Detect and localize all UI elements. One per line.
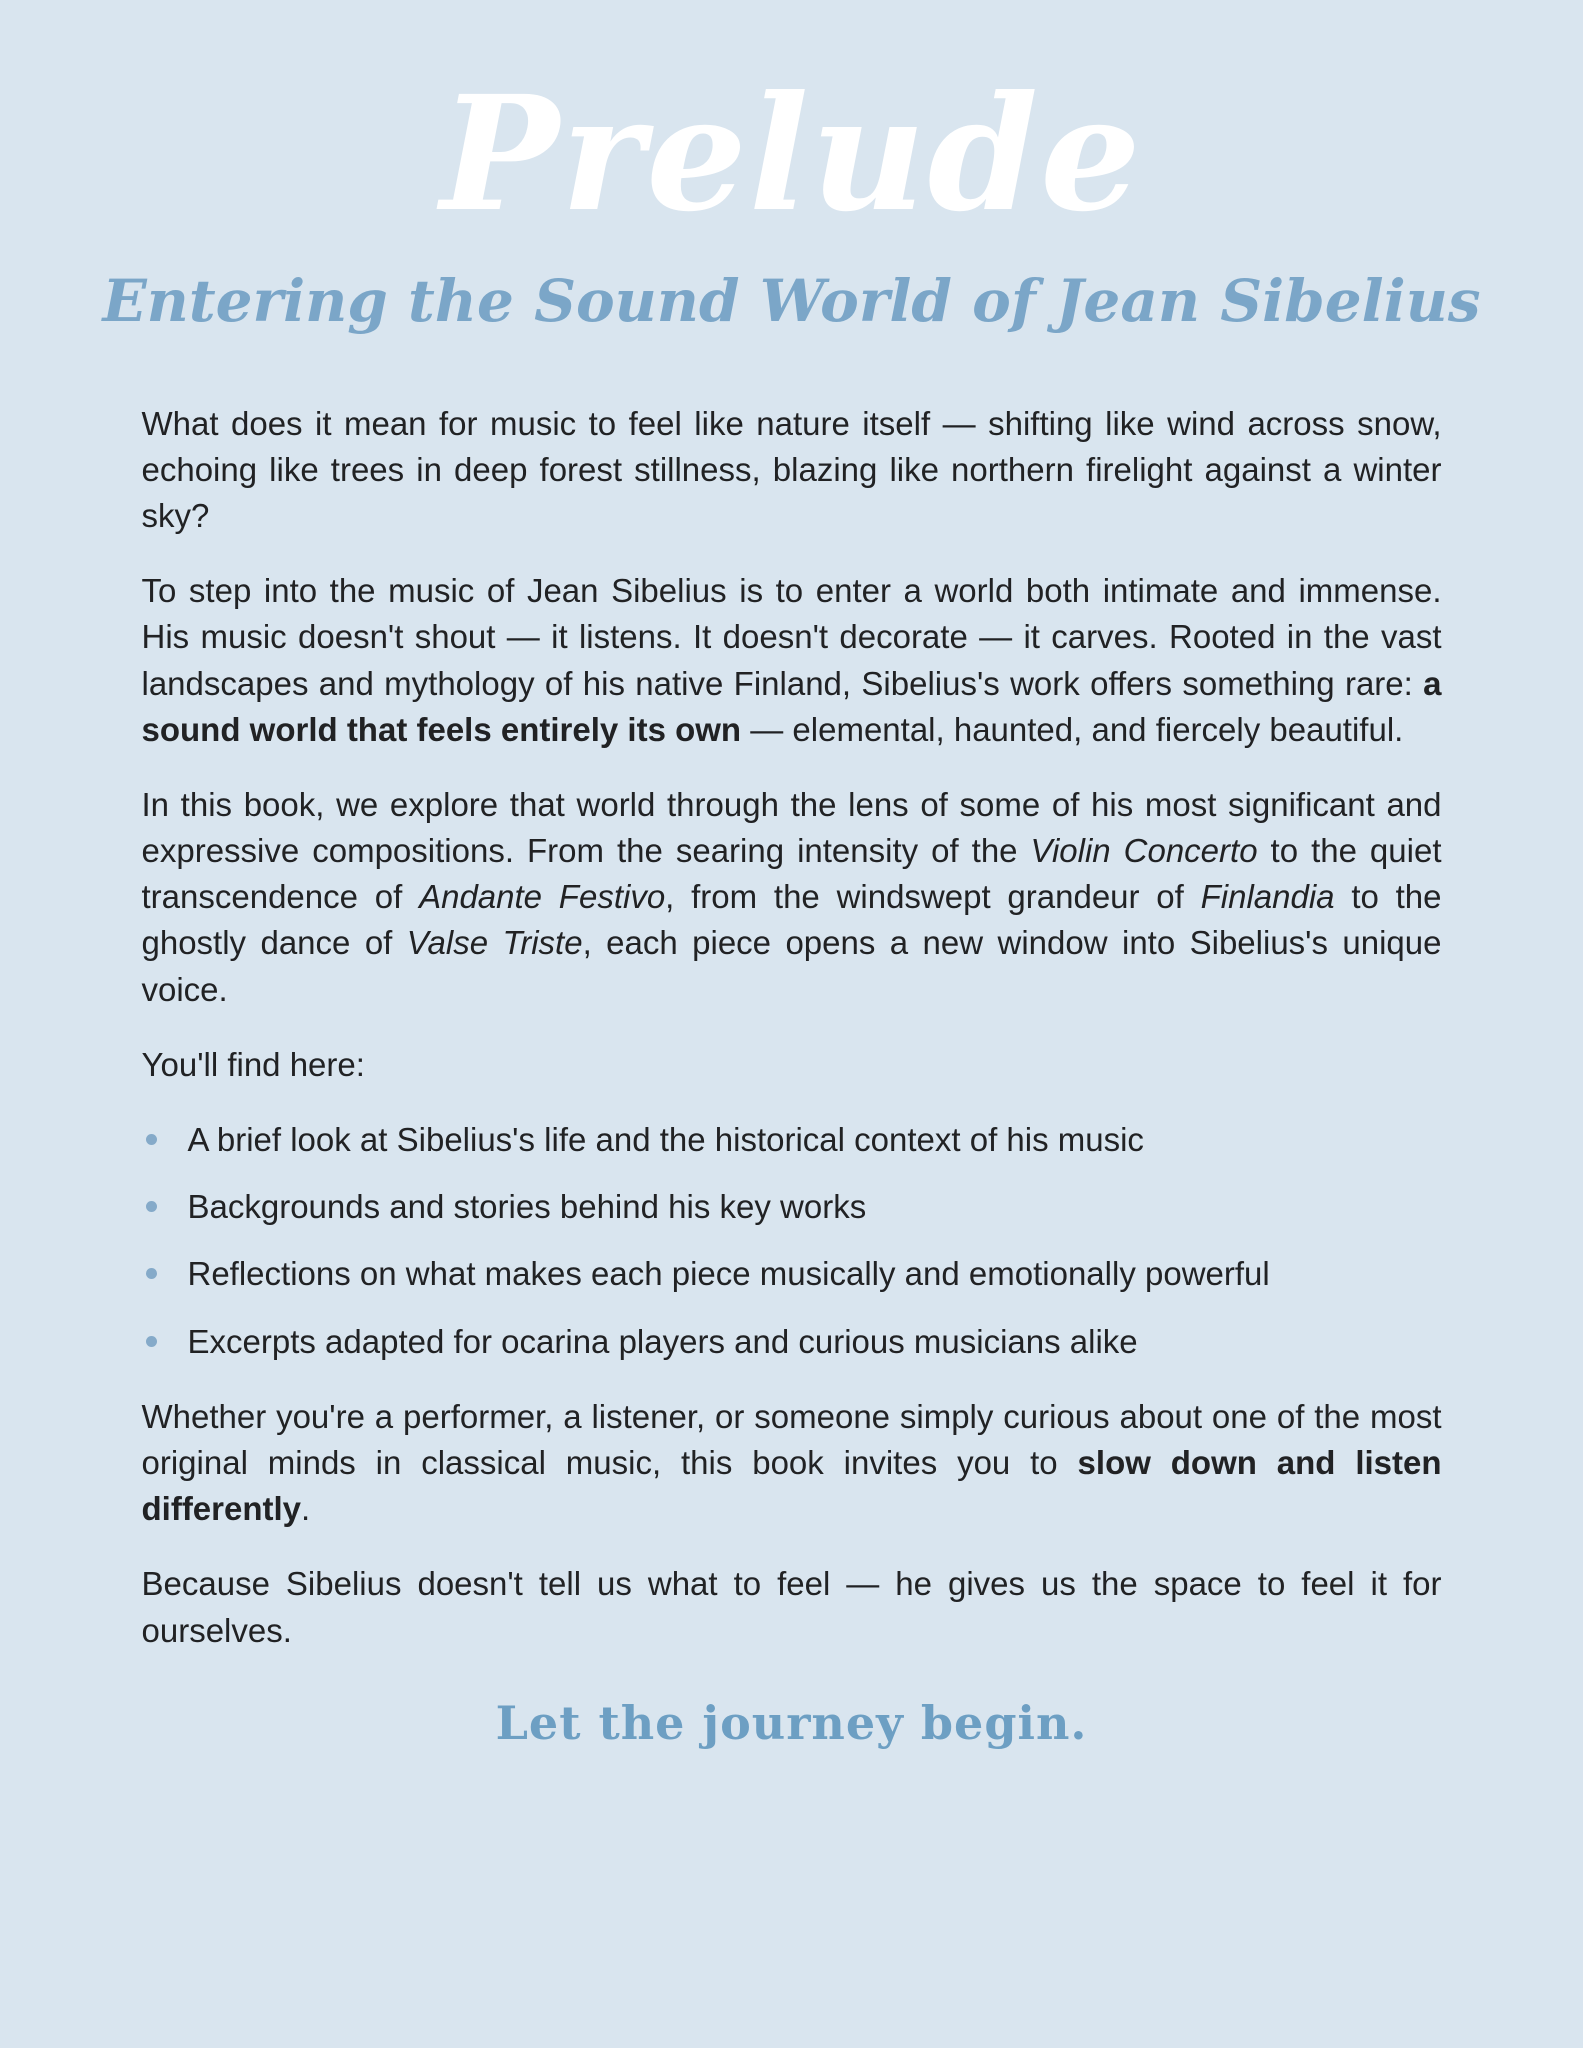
list-item-text: Excerpts adapted for ocarina players and curious musicians alike [187, 1322, 1138, 1360]
bullet-dot-icon [146, 1268, 157, 1279]
list-item [142, 1319, 1442, 1365]
list-item [142, 1251, 1442, 1297]
list-item [142, 1184, 1442, 1230]
paragraph-compositions: In this book, we explore that world through the lens of some of his most significant and expressive compositions. From the searing intensity of the Violin Concerto to the quiet transcendence of Andante Festivo, from the windswept grandeur of Finlandia to the ghostly dance of Valse Triste, each piece opens a new window into Sibelius's unique voice. [141, 785, 1442, 1008]
paragraph-invitation: Whether you're a performer, a listener, or someone simply curious about one of the most original minds in classical music, this book invites you to slow down and listen differently. [141, 1397, 1442, 1528]
list-intro: You'll find here: [141, 1045, 365, 1083]
page-title: Prelude [440, 62, 1143, 247]
list-item-text: A brief look at Sibelius's life and the historical context of his music [187, 1121, 1144, 1159]
closing-line: Let the journey begin. [495, 1695, 1088, 1750]
list-item [142, 1117, 1442, 1163]
paragraph-sound-world: To step into the music of Jean Sibelius is to enter a world both intimate and immense. His music doesn't shout — it listens. It doesn't decorate — it carves. Rooted in the vast landscapes and mythology of his native Finland, Sibelius's work offers something rare: a sound world that feels entirely its own — elemental, haunted, and fiercely beautiful. [141, 572, 1442, 748]
list-item-text: Backgrounds and stories behind his key works [187, 1188, 867, 1226]
list-item-text: Reflections on what makes each piece musically and emotionally powerful [187, 1255, 1270, 1293]
bullet-dot-icon [146, 1336, 157, 1347]
body-content [142, 401, 1442, 1654]
bullet-list [142, 1117, 1442, 1365]
bullet-dot-icon [146, 1201, 157, 1212]
paragraph-closing-thought: Because Sibelius doesn't tell us what to feel — he gives us the space to feel it for ourselves. [141, 1565, 1442, 1649]
bullet-dot-icon [146, 1134, 157, 1145]
paragraph-intro: What does it mean for music to feel like nature itself — shifting like wind across snow, echoing like trees in deep forest stillness, blazing like northern firelight against a winter sky? [141, 404, 1442, 534]
page-subtitle: Entering the Sound World of Jean Sibelius [102, 266, 1481, 335]
